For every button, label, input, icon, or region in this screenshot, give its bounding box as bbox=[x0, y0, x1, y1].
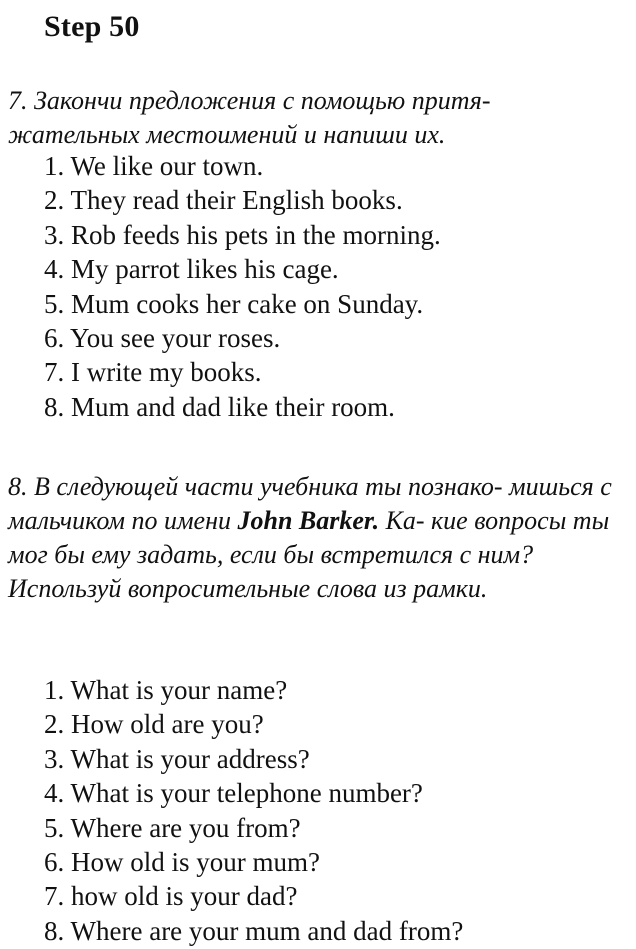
item-text: What is your telephone number? bbox=[70, 778, 423, 809]
item-number: 3. bbox=[44, 743, 65, 774]
item-number: 4. bbox=[44, 254, 65, 285]
task-7-text: Закончи предложения с помощью притя- жательных местоимений и напиши их. bbox=[8, 86, 491, 149]
task-8-instruction bbox=[8, 470, 628, 606]
list-item bbox=[44, 845, 463, 879]
item-text: I write my books. bbox=[71, 357, 262, 388]
item-text: What is your name? bbox=[70, 675, 288, 705]
item-text: How old is your mum? bbox=[71, 847, 320, 878]
item-text: Where are you from? bbox=[70, 812, 301, 843]
task-7-answers bbox=[44, 149, 441, 424]
task-8-name: John Barker. bbox=[237, 506, 380, 535]
list-item bbox=[44, 287, 441, 321]
step-title: Step 50 bbox=[44, 10, 140, 43]
list-item bbox=[44, 252, 441, 286]
item-text: We like our town. bbox=[70, 151, 264, 181]
item-number: 4. bbox=[44, 778, 65, 809]
list-item bbox=[44, 355, 441, 389]
item-number: 3. bbox=[44, 219, 65, 250]
item-text: You see your roses. bbox=[70, 323, 281, 354]
list-item bbox=[44, 707, 463, 741]
task-7-number: 7. bbox=[8, 86, 28, 115]
item-number: 1. bbox=[44, 675, 65, 705]
item-number: 5. bbox=[44, 812, 65, 843]
item-text: Where are your mum and dad from? bbox=[70, 915, 464, 946]
item-number: 7. bbox=[44, 357, 65, 388]
task-8-text-before: В следующей части учебника ты познако- мишься с мальчиком по имени bbox=[8, 472, 612, 535]
list-item bbox=[44, 811, 463, 845]
item-text: Mum and dad like their room. bbox=[71, 391, 395, 422]
item-number: 8. bbox=[44, 391, 65, 422]
item-text: Mum cooks her cake on Sunday. bbox=[71, 288, 424, 319]
task-8-answers bbox=[44, 673, 463, 948]
item-text: how old is your dad? bbox=[71, 881, 298, 912]
task-8-number: 8. bbox=[8, 472, 28, 501]
list-item bbox=[44, 390, 441, 424]
list-item bbox=[44, 673, 463, 707]
item-text: What is your address? bbox=[70, 743, 310, 774]
task-8-text-after: Ка- кие вопросы ты мог бы ему задать, если бы встретился с ним? Используй вопросительные слова из рамки. bbox=[8, 506, 610, 603]
list-item bbox=[44, 776, 463, 810]
item-number: 6. bbox=[44, 323, 65, 354]
item-number: 2. bbox=[44, 709, 65, 740]
task-7-instruction bbox=[8, 84, 628, 152]
item-number: 5. bbox=[44, 288, 65, 319]
list-item bbox=[44, 321, 441, 355]
list-item bbox=[44, 149, 441, 183]
item-text: Rob feeds his pets in the morning. bbox=[71, 219, 441, 250]
list-item bbox=[44, 879, 463, 913]
item-number: 7. bbox=[44, 881, 65, 912]
item-text: They read their English books. bbox=[70, 185, 403, 216]
item-number: 2. bbox=[44, 185, 65, 216]
item-number: 8. bbox=[44, 915, 65, 946]
item-text: My parrot likes his cage. bbox=[71, 254, 339, 285]
list-item bbox=[44, 742, 463, 776]
list-item bbox=[44, 183, 441, 217]
item-number: 1. bbox=[44, 151, 65, 181]
list-item bbox=[44, 218, 441, 252]
item-number: 6. bbox=[44, 847, 65, 878]
list-item bbox=[44, 914, 463, 948]
item-text: How old are you? bbox=[71, 709, 264, 740]
